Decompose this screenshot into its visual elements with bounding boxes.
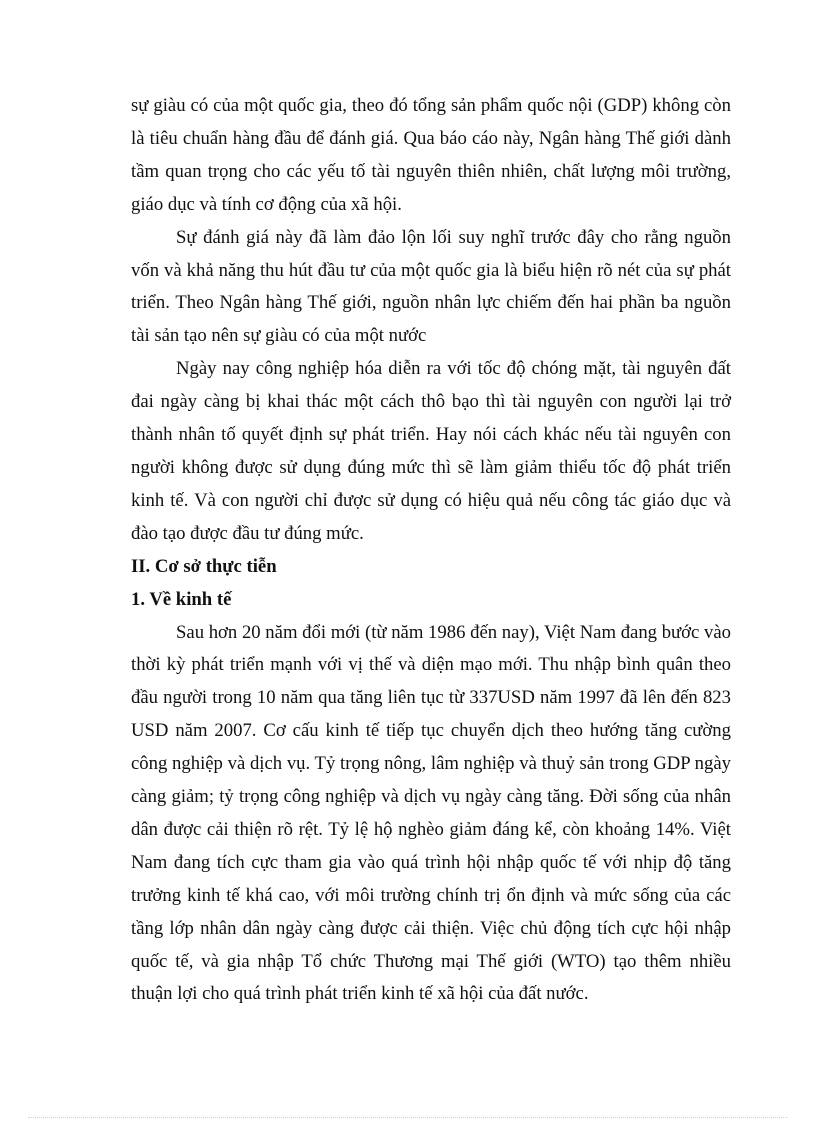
page-bottom-divider <box>28 1117 788 1118</box>
paragraph-economy: Sau hơn 20 năm đổi mới (từ năm 1986 đến nay), Việt Nam đang bước vào thời kỳ phát triển mạnh với vị thế và diện mạo mới. Thu nhập bình quân theo đầu người trong 10 năm qua tăng liên tục từ 337USD năm 1997 đã lên đến 823 USD năm 2007. Cơ cấu kinh tế tiếp tục chuyển dịch theo hướng tăng cường công nghiệp và dịch vụ. Tỷ trọng nông, lâm nghiệp và thuỷ sản trong GDP ngày càng giảm; tỷ trọng công nghiệp và dịch vụ ngày càng tăng. Đời sống của nhân dân được cải thiện rõ rệt. Tỷ lệ hộ nghèo giảm đáng kể, còn khoảng 14%. Việt Nam đang tích cực tham gia vào quá trình hội nhập quốc tế với nhịp độ tăng trưởng kinh tế khá cao, với môi trường chính trị ổn định và mức sống của các tầng lớp nhân dân ngày càng được cải thiện. Việc chủ động tích cực hội nhập quốc tế, và gia nhập Tổ chức Thương mại Thế giới (WTO) tạo thêm nhiều thuận lợi cho quá trình phát triển kinh tế xã hội của đất nước. <box>131 621 731 1005</box>
paragraph-industrialization: Ngày nay công nghiệp hóa diễn ra với tốc độ chóng mặt, tài nguyên đất đai ngày càng bị khai thác một cách thô bạo thì tài nguyên con người lại trở thành nhân tố quyết định sự phát triển. Hay nói cách khác nếu tài nguyên con người không được sử dụng đúng mức thì sẽ làm giảm thiểu tốc độ phát triển kinh tế. Và con người chỉ được sử dụng có hiệu quả nếu công tác giáo dục và đào tạo được đầu tư đúng mức. <box>131 358 731 544</box>
document-body <box>131 90 731 1011</box>
section-heading: II. Cơ sở thực tiễn <box>131 555 277 577</box>
subsection-heading: 1. Về kinh tế <box>131 588 232 610</box>
paragraph-gdp-continuation: sự giàu có của một quốc gia, theo đó tổng sản phẩm quốc nội (GDP) không còn là tiêu chuẩn hàng đầu để đánh giá. Qua báo cáo này, Ngân hàng Thế giới dành tầm quan trọng cho các yếu tố tài nguyên thiên nhiên, chất lượng môi trường, giáo dục và tính cơ động của xã hội. <box>131 95 731 215</box>
paragraph-assessment: Sự đánh giá này đã làm đảo lộn lối suy nghĩ trước đây cho rằng nguồn vốn và khả năng thu hút đầu tư của một quốc gia là biểu hiện rõ nét của sự phát triển. Theo Ngân hàng Thế giới, nguồn nhân lực chiếm đến hai phần ba nguồn tài sản tạo nên sự giàu có của một nước <box>131 226 731 347</box>
